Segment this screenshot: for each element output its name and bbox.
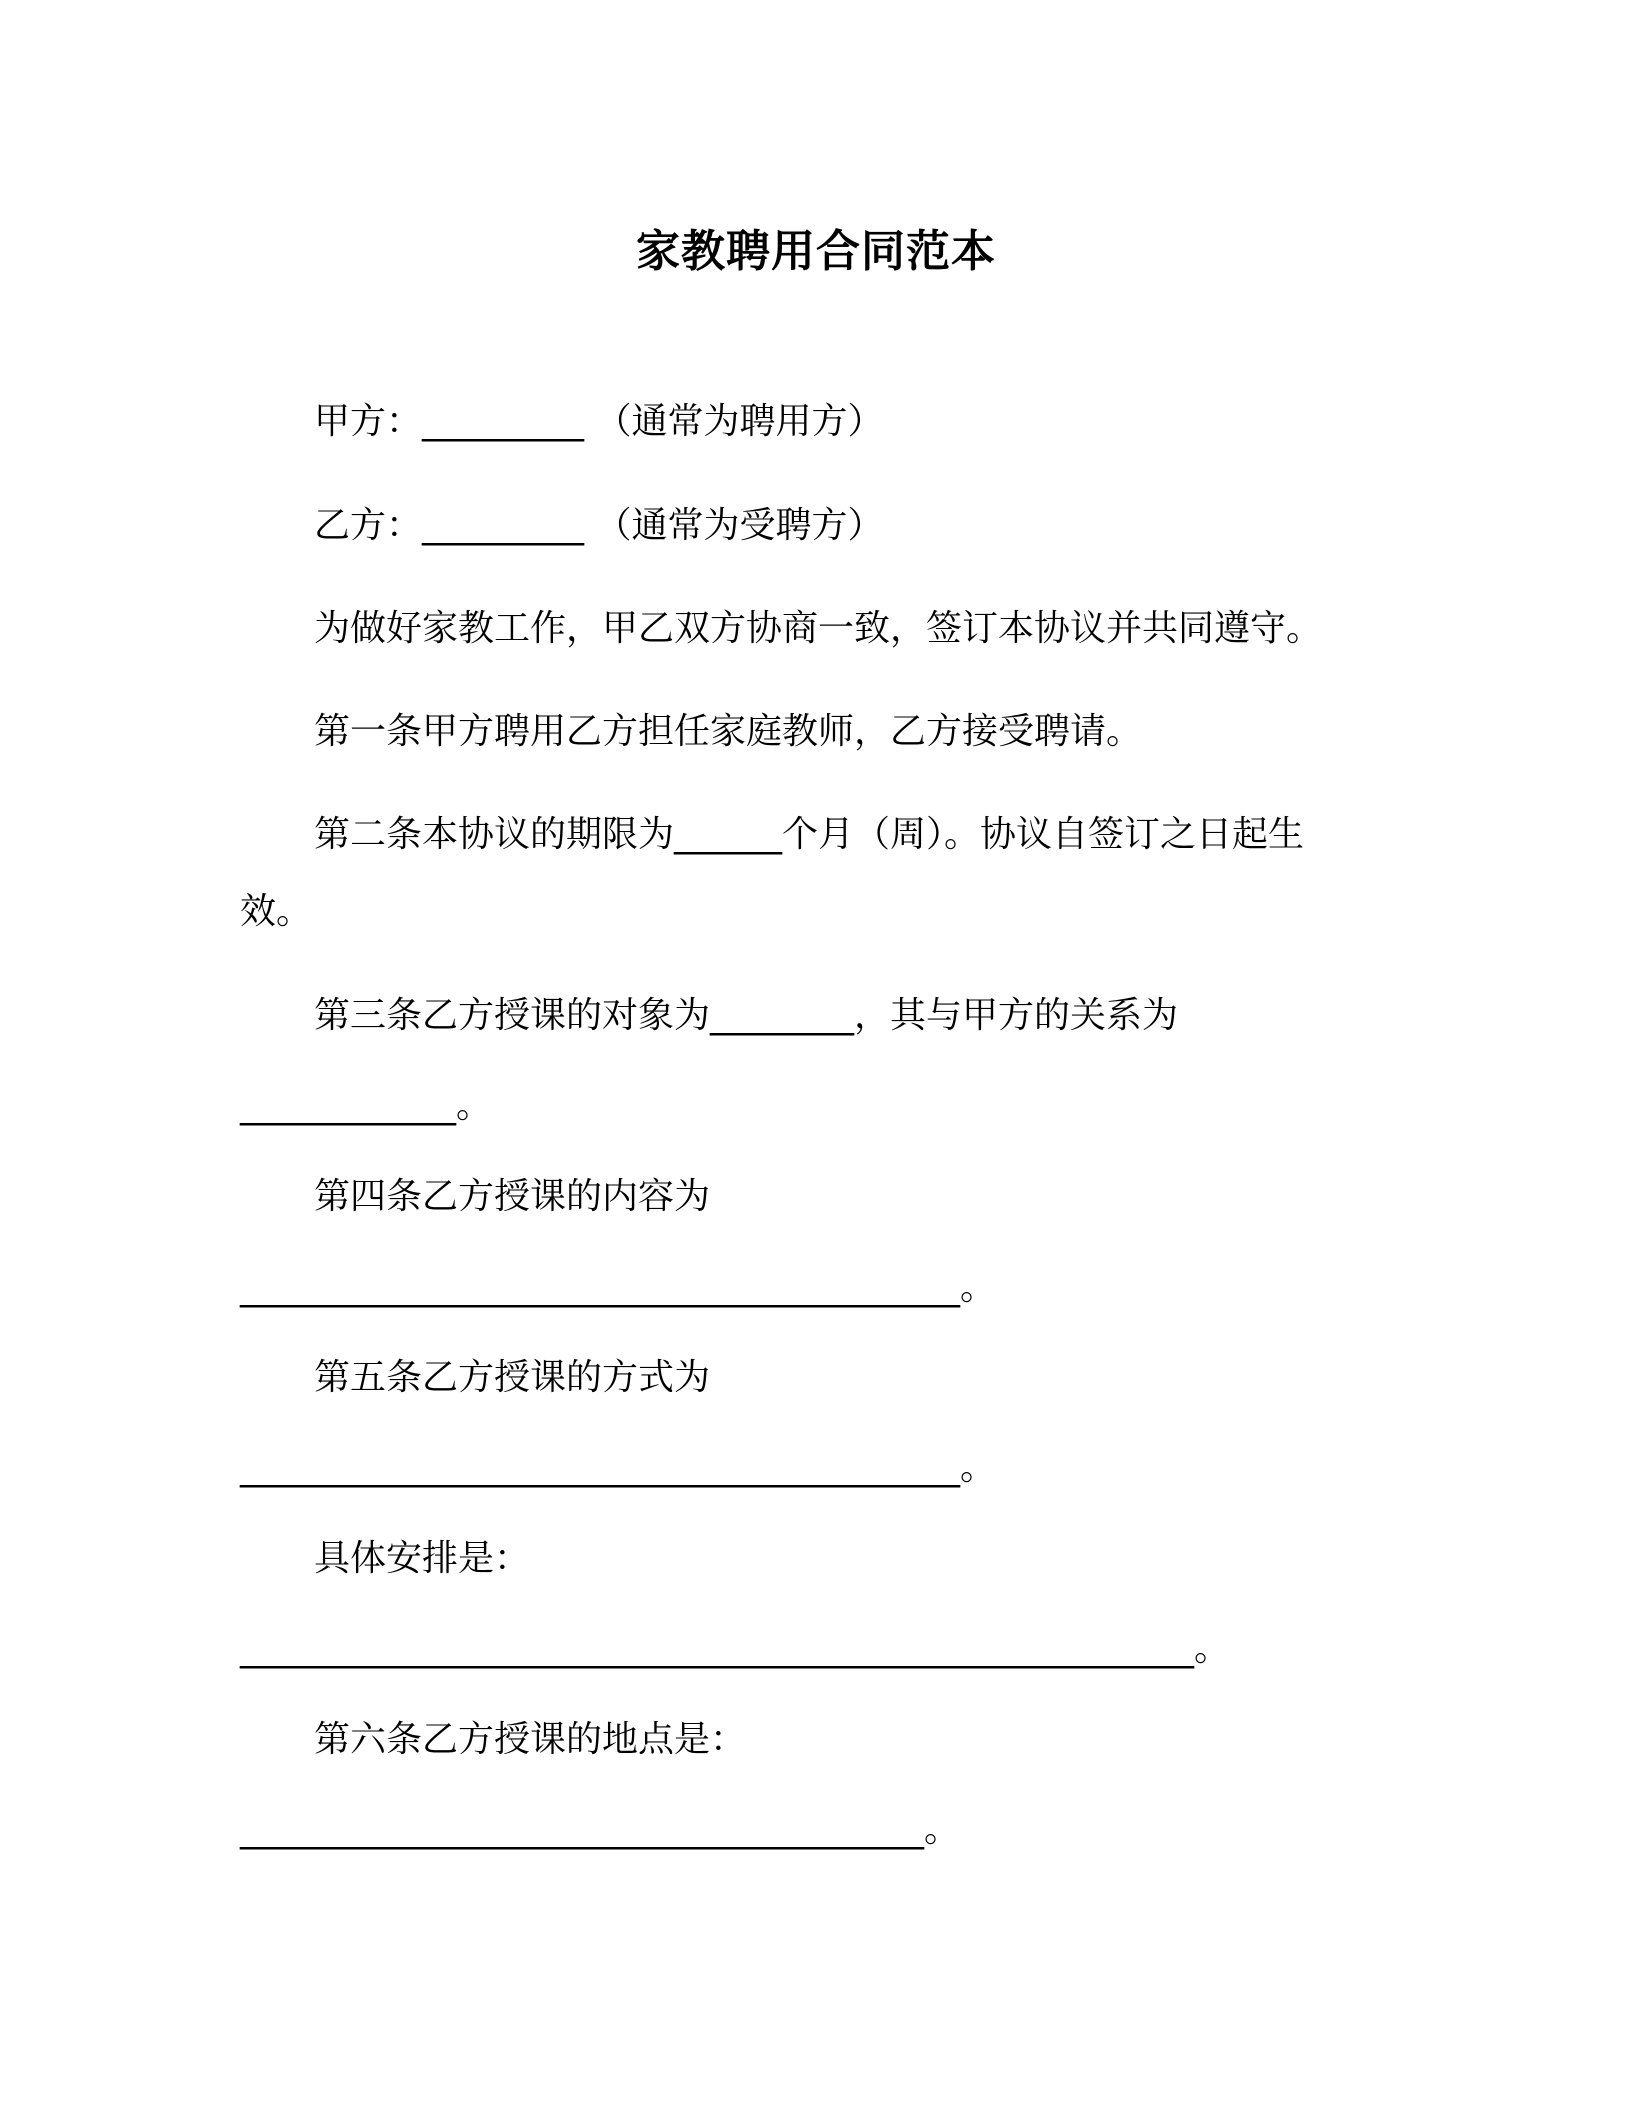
article-4-blank-line: ________________________________________。 [240,1267,996,1308]
article-4-line: 第四条乙方授课的内容为 [314,1176,711,1217]
document-title: 家教聘用合同范本 [636,226,996,277]
article-6-line: 第六条乙方授课的地点是： [314,1719,747,1760]
article-5-blank-line: ________________________________________。 [240,1447,996,1488]
article-1-line: 第一条甲方聘用乙方担任家庭教师，乙方接受聘请。 [314,711,1143,752]
arrangement-line: 具体安排是： [314,1538,531,1579]
party-b-line: 乙方：_________ （通常为受聘方） [314,505,884,546]
article-2-continuation: 效。 [240,891,313,932]
article-6-blank-line: ______________________________________。 [240,1809,960,1850]
preamble-line: 为做好家教工作，甲乙双方协商一致，签订本协议并共同遵守。 [314,608,1323,649]
article-3-blank-line: ____________。 [240,1085,493,1126]
article-5-line: 第五条乙方授课的方式为 [314,1357,711,1398]
article-2-line: 第二条本协议的期限为______个月（周）。协议自签订之日起生 [314,814,1305,855]
article-3-line: 第三条乙方授课的对象为________，其与甲方的关系为 [314,995,1179,1036]
party-a-line: 甲方：_________ （通常为聘用方） [314,401,884,442]
arrangement-blank-line: _____________________________________________________。 [240,1628,1230,1669]
